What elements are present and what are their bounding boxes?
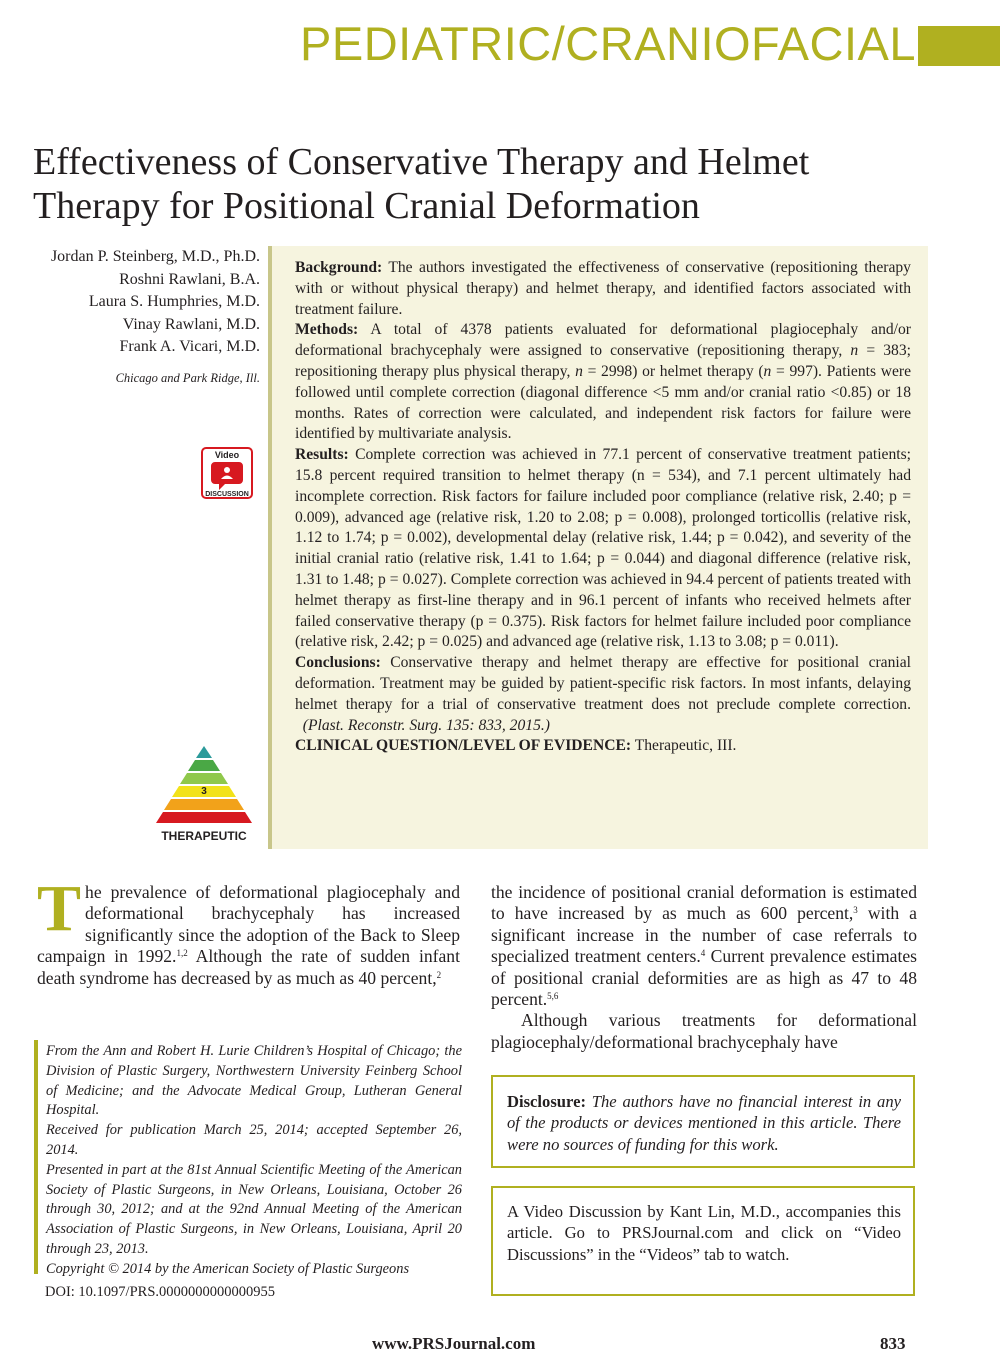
clinical-question-label: CLINICAL QUESTION/LEVEL OF EVIDENCE: (295, 737, 632, 755)
abstract-methods-text: A total of 4378 patients evaluated for deformational plagiocephaly and/or deformational brachycephaly were assigned to conservative (repositioning therapy, (295, 321, 911, 360)
clinical-question (295, 736, 911, 757)
citation: (Plast. Reconstr. Surg. 135: 833, 2015.) (302, 716, 550, 734)
drop-cap: T (37, 872, 82, 945)
n-symbol: n (763, 362, 772, 380)
abstract-methods-text: = 383; repositioning therapy plus physical therapy, (295, 342, 911, 380)
body-text: Although various treatments for deformational plagiocephaly/deformational brachycephaly have (491, 1010, 917, 1052)
abstract-results-text: Complete correction was achieved in 77.1 percent of conservative treatment patients; 15.8 percent required transition to helmet therapy (n = 534), and 7.1 percent ultimately had incomplete correction. Risk factors for failure included poor compliance (relative risk, 2.40; p = 0.009), advanced age (relative risk, 1.20 to 2.08; p = 0.008), prolonged torticollis (relative risk, 1.12 to 1.74; p = 0.002), developmental delay (relative risk, 1.44; p = 0.042), and severity of the initial cranial ratio (relative risk, 1.41 to 1.64; p = 0.044) and diagonal difference (relative risk, 1.31 to 1.48; p = 0.027). Complete correction was achieved in 94.4 percent of patients treated with helmet therapy as first-line therapy and in 96.1 percent of infants who received helmets after failed conservative therapy (p = 0.375). Risk factors for helmet failure included poor compliance (relative risk, 2.42; p = 0.025) and advanced age (relative risk, 1.13 to 3.08; p = 0.011). (295, 446, 911, 651)
abstract-methods (295, 320, 911, 445)
body-right-column (491, 882, 917, 1053)
abstract-methods-text: = 997). Patients were followed until complete correction (diagonal difference <5 mm and/or cranial ratio <0.85) or 18 months. Rates of correction were calculated, and independent risk factors for failure were identified by multivariate analysis. (295, 362, 911, 443)
body-text: the incidence of positional cranial deformation is estimated to have increased by as much as 600 percent, (491, 882, 917, 924)
disclosure-label: Disclosure: (507, 1092, 586, 1111)
affiliation-text (46, 1042, 462, 1280)
affiliation-footnote (34, 1040, 464, 1277)
body-text: Although the rate of sudden infant death syndrome has decreased by as much as 40 percent, (37, 946, 460, 988)
affiliation-copyright: Copyright © 2014 by the American Society of Plastic Surgeons (46, 1260, 410, 1277)
header-accent-bar (918, 26, 1000, 66)
level-of-evidence-pyramid-icon (152, 744, 256, 844)
reference-link[interactable]: 5,6 (547, 991, 559, 1002)
body-text: with a significant increase in the number of case referrals to specialized treatment centers. (491, 903, 917, 967)
author-name: Laura S. Humphries, M.D. (88, 293, 260, 311)
abstract-results (295, 445, 911, 653)
clinical-question-text: Therapeutic, III. (634, 737, 737, 755)
author-name: Jordan P. Steinberg, M.D., Ph.D. (50, 248, 260, 265)
abstract-background (295, 258, 911, 320)
evidence-level: 3 (201, 786, 207, 797)
reference-link[interactable]: 3 (853, 905, 858, 916)
reference-link[interactable]: 2 (436, 969, 442, 980)
n-symbol: n (850, 342, 859, 360)
evidence-label: THERAPEUTIC (161, 829, 247, 843)
abstract-results-label: Results: (295, 446, 349, 464)
author-name: Roshni Rawlani, B.A. (119, 270, 260, 288)
video-discussion-icon[interactable] (201, 447, 253, 499)
abstract-background-label: Background: (295, 259, 383, 276)
reference-link[interactable]: 4 (700, 948, 706, 959)
author-list (30, 246, 260, 390)
abstract-methods-text: = 2998) or helmet therapy ( (587, 362, 764, 380)
abstract-conclusions-text: Conservative therapy and helmet therapy are effective for positional cranial deformation. Treatment may be guided by patient-specific risk factors. In most infants, delaying helmet therapy for a trial of conservative treatment does not preclude complete correction. (295, 654, 911, 713)
body-text: he prevalence of deformational plagiocephaly and deformational brachycephaly has increased significantly since the adoption of the Back to Sleep campaign in 1992. (37, 882, 460, 967)
doi-link[interactable]: DOI: 10.1097/PRS.0000000000000955 (45, 1284, 276, 1300)
video-badge-top-label: Video (214, 450, 240, 460)
abstract-conclusions-label: Conclusions: (295, 654, 381, 672)
abstract-box (268, 246, 928, 849)
body-left-column (37, 872, 460, 989)
video-discussion-text: A Video Discussion by Kant Lin, M.D., accompanies this article. Go to PRSJournal.com and click on “Video Discussions” in the “Videos” tab to watch. (507, 1202, 901, 1264)
article-title: Effectiveness of Conservative Therapy and Helmet Therapy for Positional Cranial Deformation (33, 141, 810, 227)
body-text: Current prevalence estimates of positional cranial deformities are as high as 47 to 48 percent. (491, 946, 917, 1010)
abstract-text (295, 258, 911, 757)
author-location: Chicago and Park Ridge, Ill. (115, 370, 260, 385)
video-badge-bottom-label: DISCUSSION (205, 491, 249, 498)
disclosure-body: The authors have no financial interest in any of the products or devices mentioned in this article. There were no sources of funding for this work. (507, 1092, 901, 1154)
disclosure-text (507, 1091, 901, 1155)
abstract-conclusions (295, 653, 911, 736)
affiliation-received: Received for publication March 25, 2014; accepted September 26, 2014. (46, 1122, 462, 1158)
abstract-methods-label: Methods: (295, 321, 359, 339)
abstract-background-text: The authors investigated the effectiveness of conservative (repositioning therapy with or without physical therapy) and helmet therapy, and identified factors associated with treatment failure. (295, 259, 911, 318)
disclosure-box (491, 1075, 915, 1168)
n-symbol: n (575, 362, 583, 380)
video-discussion-box (491, 1186, 915, 1296)
reference-link[interactable]: 1,2 (176, 948, 188, 959)
author-name: Frank A. Vicari, M.D. (119, 338, 260, 356)
page-number: 833 (880, 1334, 906, 1353)
author-name: Vinay Rawlani, M.D. (122, 315, 260, 333)
affiliation-presented: Presented in part at the 81st Annual Scientific Meeting of the American Society of Plastic Surgeons, in New Orleans, Louisiana, October 26 through 30, 2012; and at the 92nd Annual Meeting of the American Association of Plastic Surgeons, in New Orleans, Louisiana, April 20 through 23, 2013. (46, 1161, 462, 1257)
section-header: PEDIATRIC/CRANIOFACIAL (300, 17, 917, 70)
journal-url-link[interactable]: www.PRSJournal.com (372, 1334, 536, 1353)
affiliation-from: From the Ann and Robert H. Lurie Children’s Hospital of Chicago; the Division of Plastic Surgery, Northwestern University Feinberg School of Medicine; and the Advocate Medical Group, Lutheran General Hospital. (46, 1043, 462, 1119)
